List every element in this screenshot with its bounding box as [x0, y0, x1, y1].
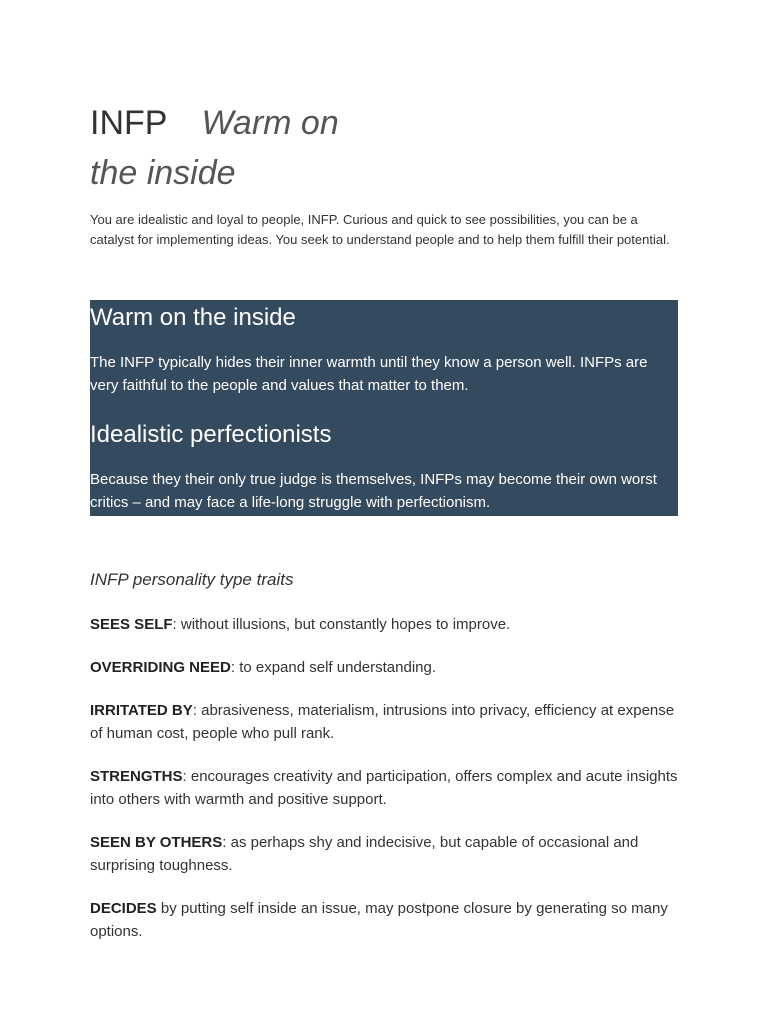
trait-item: [90, 897, 678, 943]
trait-text: by putting self inside an issue, may postpone closure by generating so many options.: [90, 900, 668, 940]
trait-item: [90, 656, 678, 679]
panel-heading: Warm on the inside: [90, 304, 296, 331]
trait-item: [90, 831, 678, 877]
personality-type: INFP: [90, 104, 168, 142]
trait-label: SEEN BY OTHERS: [90, 834, 223, 851]
trait-text: : abrasiveness, materialism, intrusions into privacy, efficiency at expense of human cost, people who pull rank.: [90, 702, 675, 742]
highlight-panel: [90, 300, 678, 516]
trait-text: : without illusions, but constantly hopes to improve.: [172, 616, 511, 633]
trait-item: [90, 613, 678, 636]
trait-text: : to expand self understanding.: [230, 659, 437, 676]
trait-label: OVERRIDING NEED: [90, 659, 231, 676]
trait-text: : encourages creativity and participation, offers complex and acute insights into others with warmth and positive support.: [90, 768, 678, 808]
panel-heading: Idealistic perfectionists: [90, 421, 332, 448]
trait-label: IRRITATED BY: [90, 702, 193, 719]
trait-label: STRENGTHS: [90, 768, 183, 785]
intro-paragraph: You are idealistic and loyal to people, INFP. Curious and quick to see possibilities, you can be a catalyst for implementing ideas. You seek to understand people and to help them fulfill their potential.: [90, 212, 670, 247]
trait-text: : as perhaps shy and indecisive, but capable of occasional and surprising toughness.: [90, 834, 639, 874]
trait-item: [90, 699, 678, 745]
panel-body: The INFP typically hides their inner warmth until they know a person well. INFPs are very faithful to the people and values that matter to them.: [90, 354, 648, 394]
type-tagline: Warm on the inside: [90, 104, 339, 192]
trait-label: SEES SELF: [90, 616, 173, 633]
panel-section-perfectionists: [90, 417, 678, 514]
panel-section-warm: [90, 300, 678, 397]
trait-item: [90, 765, 678, 811]
trait-label: DECIDES: [90, 900, 157, 917]
panel-body: Because they their only true judge is themselves, INFPs may become their own worst critics – and may face a life-long struggle with perfectionism.: [90, 471, 657, 511]
page-title: [90, 98, 360, 198]
document-content: [90, 98, 678, 943]
traits-list: [90, 613, 678, 943]
traits-heading: INFP personality type traits: [90, 570, 294, 589]
